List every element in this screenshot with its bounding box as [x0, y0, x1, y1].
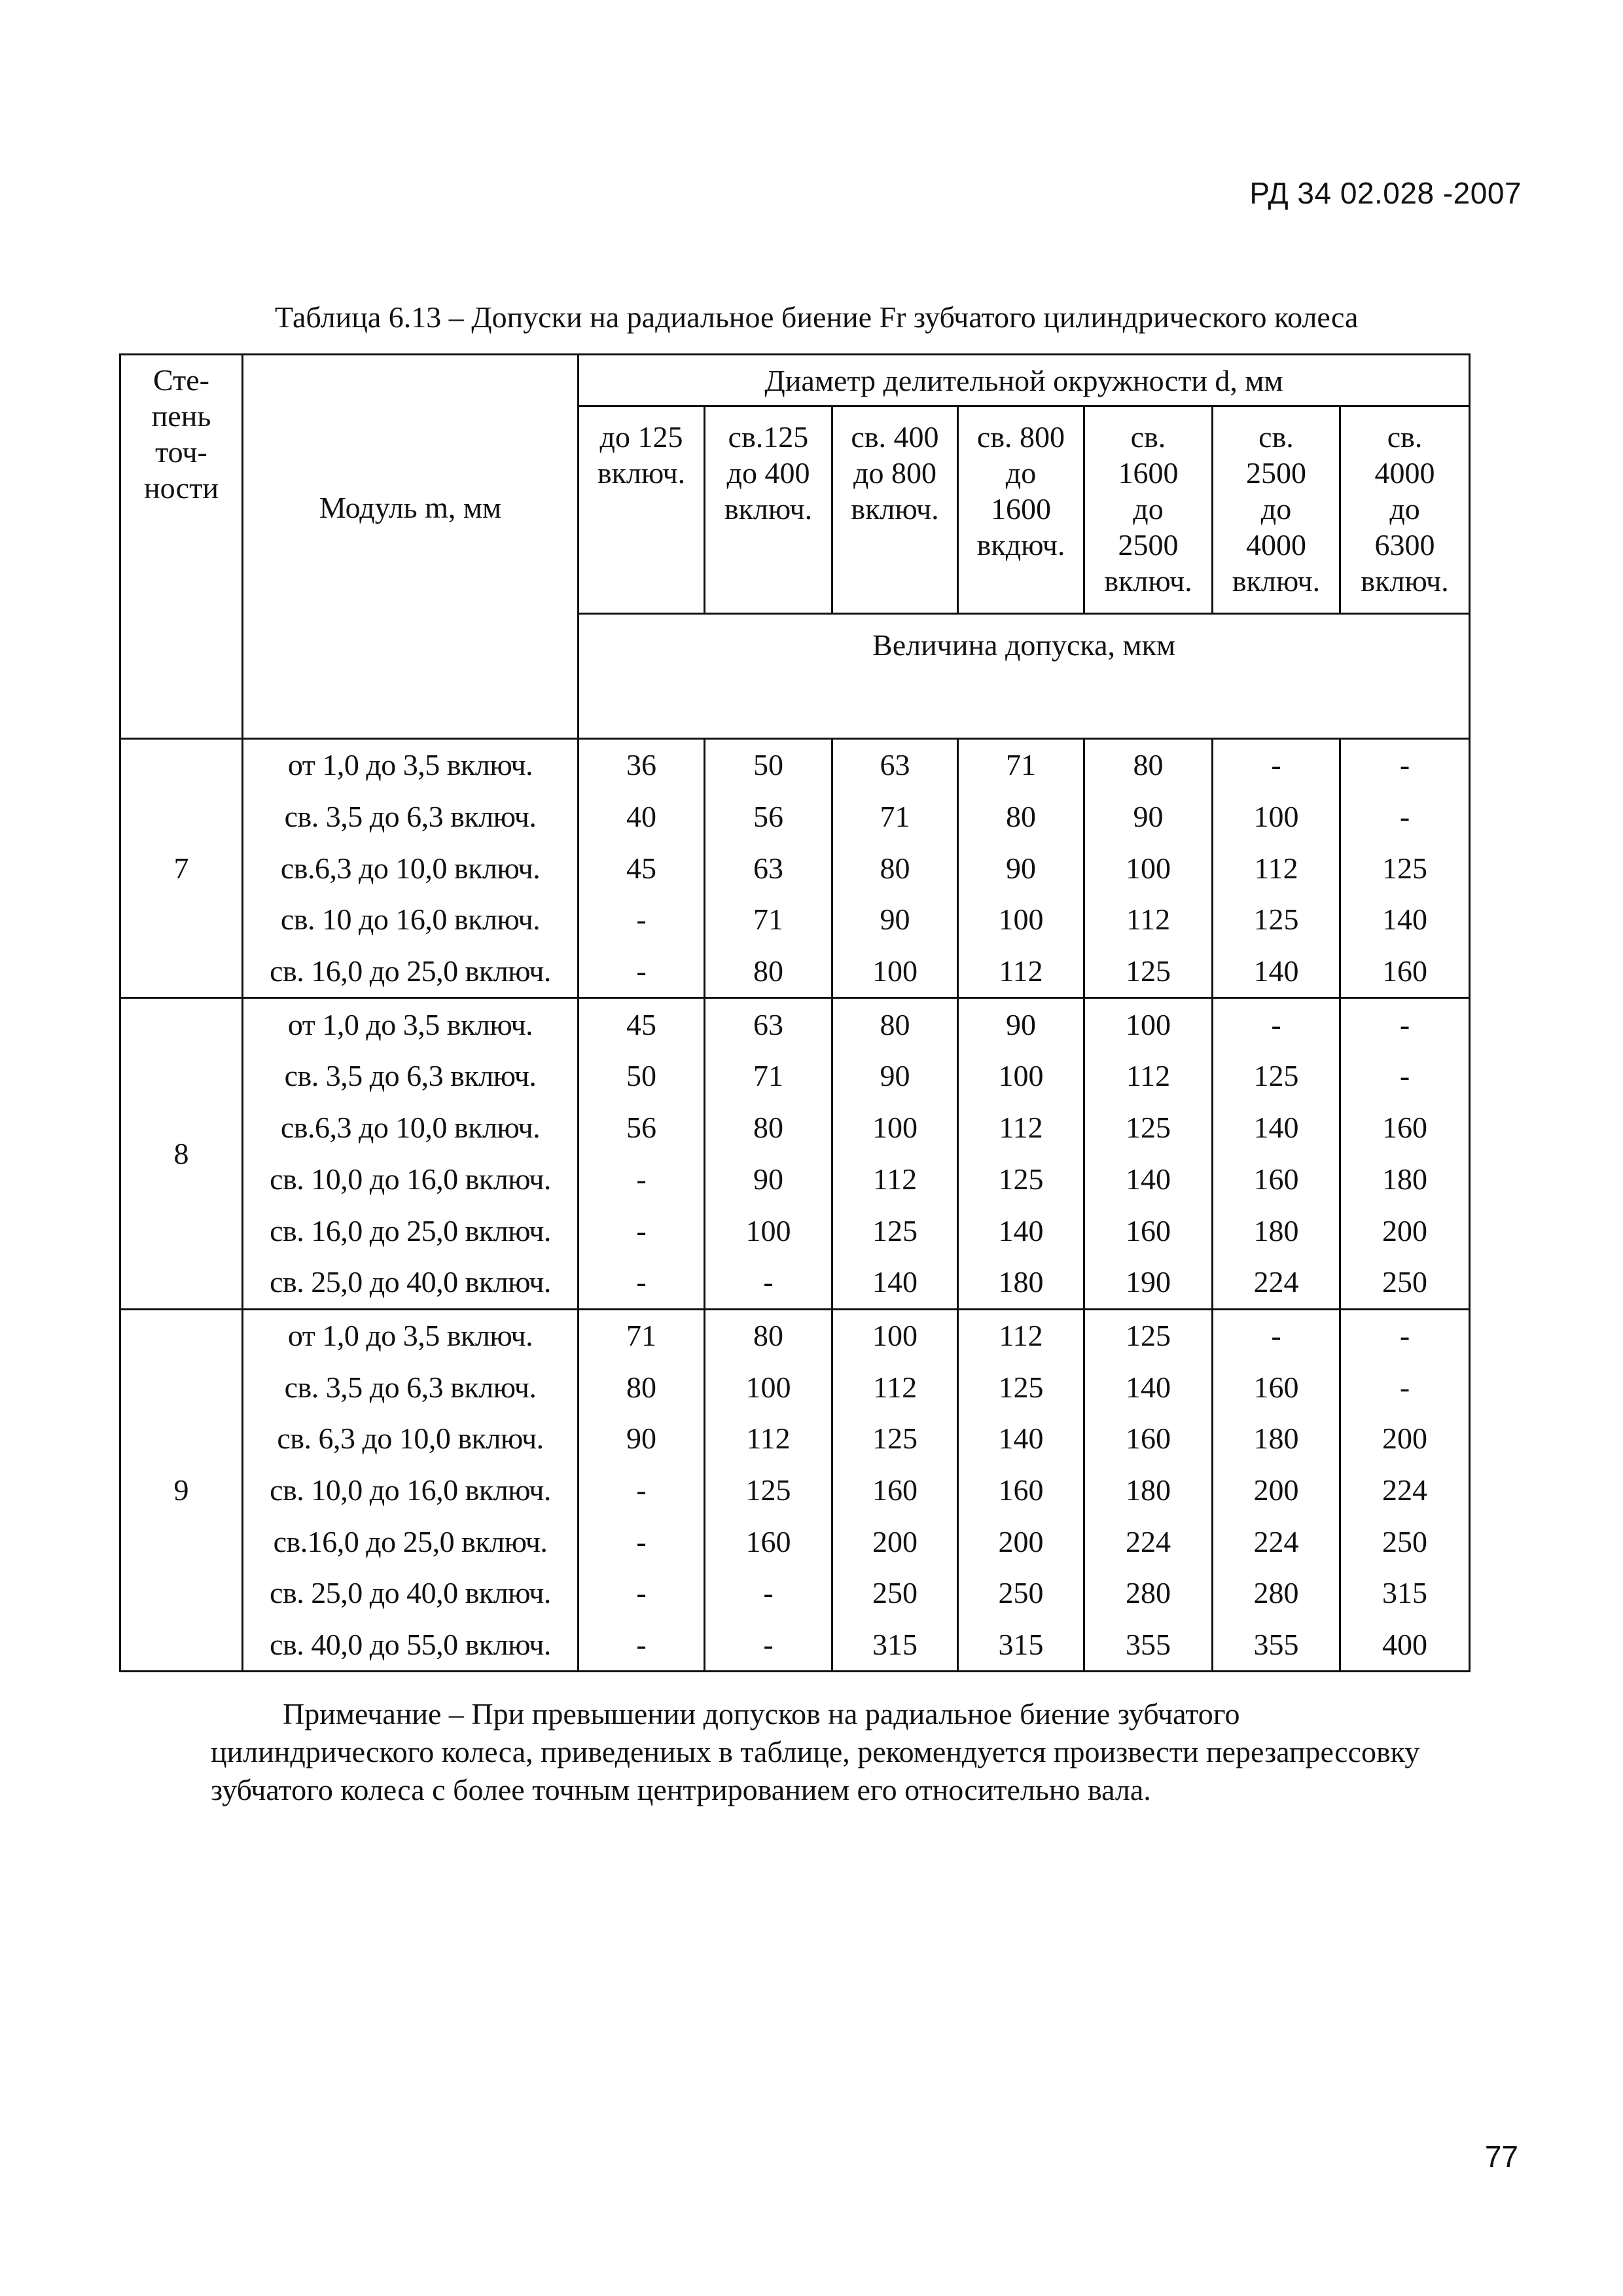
tolerance-value-cell: 71 [832, 791, 958, 843]
table-row [120, 1361, 1470, 1413]
tolerance-value-cell: - [579, 1465, 705, 1516]
header-line: 4000 [1246, 528, 1306, 562]
tolerance-value-cell: 180 [1084, 1465, 1213, 1516]
precision-grade-cell: 7 [120, 739, 243, 998]
table-caption: Таблица 6.13 – Допуски на радиальное биение Fr зубчатого цилиндрического колеса [275, 300, 1359, 334]
tolerance-value-cell: 112 [705, 1413, 832, 1465]
tolerance-value-cell: 400 [1340, 1619, 1470, 1672]
header-line: включ. [851, 492, 939, 526]
tolerance-value-cell: 45 [579, 842, 705, 894]
tolerance-value-cell: 90 [579, 1413, 705, 1465]
tolerance-value-cell: 160 [1340, 1102, 1470, 1154]
tolerance-value-cell: 80 [958, 791, 1084, 843]
tolerance-value-cell: 112 [958, 946, 1084, 998]
tolerance-value-cell: 160 [705, 1516, 832, 1568]
tolerance-value-cell: 80 [705, 1102, 832, 1154]
module-cell: св. 16,0 до 25,0 включ. [243, 1205, 579, 1257]
tolerance-value-cell: 200 [832, 1516, 958, 1568]
tolerance-value-cell: - [579, 1205, 705, 1257]
module-cell: св. 3,5 до 6,3 включ. [243, 791, 579, 843]
header-line: ности [144, 471, 219, 505]
tolerance-value-cell: 100 [705, 1361, 832, 1413]
tolerance-value-cell: 140 [1213, 946, 1340, 998]
tolerance-value-cell: 125 [958, 1154, 1084, 1206]
tolerance-table [119, 353, 1471, 1672]
tolerance-value-cell: - [1213, 739, 1340, 791]
tolerance-value-cell: 224 [1213, 1257, 1340, 1309]
tolerance-value-cell: 250 [1340, 1257, 1470, 1309]
module-cell: св. 6,3 до 10,0 включ. [243, 1413, 579, 1465]
tolerance-value-cell: 125 [958, 1361, 1084, 1413]
header-line: включ. [1232, 564, 1321, 598]
diameter-range-header [832, 406, 958, 614]
header-line: включ. [1361, 564, 1449, 598]
table-row [120, 1205, 1470, 1257]
table-row [120, 998, 1470, 1050]
tolerance-value-cell: 180 [1213, 1413, 1340, 1465]
header-line: до [1260, 492, 1292, 526]
tolerance-value-cell: - [579, 1516, 705, 1568]
module-cell: св. 25,0 до 40,0 включ. [243, 1257, 579, 1309]
tolerance-value-cell: 90 [705, 1154, 832, 1206]
precision-grade-cell: 8 [120, 998, 243, 1309]
header-line: св. [1130, 420, 1166, 454]
grade-header [120, 355, 243, 739]
tolerance-value-cell: 160 [1213, 1361, 1340, 1413]
diameter-range-header [1084, 406, 1213, 614]
module-cell: св. 25,0 до 40,0 включ. [243, 1568, 579, 1619]
module-cell: св. 3,5 до 6,3 включ. [243, 1050, 579, 1102]
note-line: цилиндрического колеса, приведениых в таблице, рекомендуется произвести перезапрессовку [211, 1735, 1420, 1768]
diameter-range-header [579, 406, 705, 614]
table-row [120, 739, 1470, 791]
tolerance-value-cell: 90 [958, 998, 1084, 1050]
tolerance-value-cell: - [1340, 739, 1470, 791]
header-line: св. [1258, 420, 1294, 454]
table-row [120, 842, 1470, 894]
module-cell: от 1,0 до 3,5 включ. [243, 1309, 579, 1361]
tolerance-value-cell: 224 [1084, 1516, 1213, 1568]
tolerance-value-cell: 224 [1213, 1516, 1340, 1568]
tolerance-value-cell: 90 [832, 894, 958, 946]
header-line: 6300 [1374, 528, 1435, 562]
diameter-header: Диаметр делительной окружности d, мм [579, 355, 1470, 406]
tolerance-value-cell: 112 [958, 1309, 1084, 1361]
tolerance-value-cell: 125 [1084, 1309, 1213, 1361]
table-row [120, 1050, 1470, 1102]
tolerance-value-cell: 80 [832, 842, 958, 894]
tolerance-value-cell: - [579, 894, 705, 946]
header-line: 2500 [1246, 456, 1306, 490]
header-line: 4000 [1374, 456, 1435, 490]
tolerance-value-cell: 90 [1084, 791, 1213, 843]
tolerance-value-cell: 90 [832, 1050, 958, 1102]
tolerance-value-cell: 100 [832, 1102, 958, 1154]
tolerance-value-cell: 125 [832, 1413, 958, 1465]
tolerance-value-cell: - [579, 946, 705, 998]
tolerance-value-cell: 112 [832, 1361, 958, 1413]
tolerance-value-cell: 355 [1084, 1619, 1213, 1672]
tolerance-value-cell: 112 [832, 1154, 958, 1206]
header-line: св.125 [728, 420, 809, 454]
header-line: включ. [597, 456, 686, 490]
table-row [120, 791, 1470, 843]
tolerance-value-cell: - [705, 1257, 832, 1309]
note-line: Примечание – При превышении допусков на радиальное биение зубчатого [283, 1697, 1240, 1731]
tolerance-value-cell: 180 [958, 1257, 1084, 1309]
table-row [120, 1102, 1470, 1154]
tolerance-value-cell: 250 [1340, 1516, 1470, 1568]
header-line: св. 400 [851, 420, 939, 454]
tolerance-value-cell: 100 [1213, 791, 1340, 843]
tolerance-value-cell: 200 [1340, 1413, 1470, 1465]
tolerance-value-cell: 200 [958, 1516, 1084, 1568]
tolerance-value-cell: 56 [579, 1102, 705, 1154]
tolerance-value-cell: 140 [958, 1205, 1084, 1257]
module-cell: св.6,3 до 10,0 включ. [243, 842, 579, 894]
header-line: точ- [155, 435, 207, 469]
tolerance-value-cell: 140 [1084, 1154, 1213, 1206]
module-cell: св.16,0 до 25,0 включ. [243, 1516, 579, 1568]
note [211, 1695, 1480, 1809]
tolerance-value-cell: 125 [705, 1465, 832, 1516]
module-cell: от 1,0 до 3,5 включ. [243, 739, 579, 791]
header-line: включ. [724, 492, 813, 526]
module-cell: св. 10,0 до 16,0 включ. [243, 1154, 579, 1206]
tolerance-value-cell: 140 [1084, 1361, 1213, 1413]
tolerance-value-cell: 125 [1213, 894, 1340, 946]
tolerance-value-cell: 100 [958, 1050, 1084, 1102]
tolerance-value-cell: 112 [1213, 842, 1340, 894]
module-cell: св. 3,5 до 6,3 включ. [243, 1361, 579, 1413]
tolerance-value-cell: 125 [1084, 946, 1213, 998]
tolerance-value-cell: - [579, 1257, 705, 1309]
header-line: до [1005, 456, 1037, 490]
table-row [120, 1257, 1470, 1309]
tolerance-value-cell: 80 [705, 1309, 832, 1361]
tolerance-value-cell: 63 [705, 998, 832, 1050]
document-code: РД 34 02.028 -2007 [1249, 176, 1522, 210]
tolerance-value-cell: 56 [705, 791, 832, 843]
tolerance-value-cell: 125 [1084, 1102, 1213, 1154]
tolerance-value-cell: - [579, 1619, 705, 1672]
module-cell: св. 16,0 до 25,0 включ. [243, 946, 579, 998]
tolerance-value-cell: 125 [1340, 842, 1470, 894]
tolerance-value-cell: 100 [958, 894, 1084, 946]
header-line: св. [1387, 420, 1423, 454]
diameter-range-header [1340, 406, 1470, 614]
tolerance-value-cell: 100 [832, 946, 958, 998]
tolerance-value-cell: 224 [1340, 1465, 1470, 1516]
tolerance-value-cell: 160 [1084, 1205, 1213, 1257]
tolerance-value-cell: 63 [832, 739, 958, 791]
tolerance-value-cell: 140 [1213, 1102, 1340, 1154]
header-line: 2500 [1118, 528, 1179, 562]
tolerance-value-cell: 180 [1213, 1205, 1340, 1257]
tolerance-value-cell: 140 [1340, 894, 1470, 946]
tolerance-value-cell: 112 [1084, 1050, 1213, 1102]
table-row [120, 946, 1470, 998]
tolerance-value-cell: - [1340, 998, 1470, 1050]
tolerance-value-cell: 50 [579, 1050, 705, 1102]
tolerance-value-cell: 250 [958, 1568, 1084, 1619]
tolerance-value-cell: 315 [958, 1619, 1084, 1672]
header-line: до [1133, 492, 1164, 526]
header-line: до [1389, 492, 1420, 526]
module-cell: от 1,0 до 3,5 включ. [243, 998, 579, 1050]
tolerance-value-cell: 160 [832, 1465, 958, 1516]
tolerance-value-cell: 71 [579, 1309, 705, 1361]
tolerance-value-cell: 112 [1084, 894, 1213, 946]
tolerance-value-cell: 71 [705, 1050, 832, 1102]
tolerance-value-cell: 315 [1340, 1568, 1470, 1619]
header-line: вкдюч. [976, 528, 1065, 562]
module-header: Модуль m, мм [243, 355, 579, 739]
tolerance-value-cell: - [579, 1154, 705, 1206]
tolerance-value-cell: 200 [1340, 1205, 1470, 1257]
tolerance-value-cell: 90 [958, 842, 1084, 894]
header-line: Сте- [153, 363, 209, 397]
tolerance-value-cell: 63 [705, 842, 832, 894]
tolerance-value-cell: 36 [579, 739, 705, 791]
header-line: 1600 [991, 492, 1051, 526]
header-line: 1600 [1118, 456, 1179, 490]
diameter-range-header [705, 406, 832, 614]
diameter-range-header [958, 406, 1084, 614]
note-line: зубчатого колеса с более точным центрированием его относительно вала. [211, 1773, 1151, 1806]
tolerance-value-cell: 190 [1084, 1257, 1213, 1309]
table-row [120, 1465, 1470, 1516]
tolerance-value-cell: 315 [832, 1619, 958, 1672]
header-line: до 125 [599, 420, 683, 454]
table-row [120, 894, 1470, 946]
tolerance-value-cell: 100 [1084, 842, 1213, 894]
module-cell: св. 40,0 до 55,0 включ. [243, 1619, 579, 1672]
tolerance-value-cell: 112 [958, 1102, 1084, 1154]
tolerance-value-cell: 40 [579, 791, 705, 843]
header-line: включ. [1104, 564, 1192, 598]
diameter-range-header [1213, 406, 1340, 614]
module-cell: св. 10,0 до 16,0 включ. [243, 1465, 579, 1516]
tolerance-value-cell: - [1340, 1361, 1470, 1413]
table-row [120, 1154, 1470, 1206]
tolerance-value-cell: - [705, 1568, 832, 1619]
tolerance-value-cell: 125 [832, 1205, 958, 1257]
tolerance-value-cell: 100 [832, 1309, 958, 1361]
module-cell: св. 10 до 16,0 включ. [243, 894, 579, 946]
tolerance-value-cell: - [705, 1619, 832, 1672]
header-line: св. 800 [976, 420, 1065, 454]
table-row [120, 1309, 1470, 1361]
module-cell: св.6,3 до 10,0 включ. [243, 1102, 579, 1154]
tolerance-value-cell: 125 [1213, 1050, 1340, 1102]
tolerance-value-cell: 71 [958, 739, 1084, 791]
table-row [120, 1413, 1470, 1465]
tolerance-value-cell: 80 [832, 998, 958, 1050]
tolerance-value-cell: - [1213, 1309, 1340, 1361]
tolerance-value-cell: - [579, 1568, 705, 1619]
tolerance-value-cell: 140 [958, 1413, 1084, 1465]
table-row [120, 1568, 1470, 1619]
tolerance-value-cell: - [1340, 1050, 1470, 1102]
tolerance-value-cell: 160 [958, 1465, 1084, 1516]
tolerance-value-cell: 50 [705, 739, 832, 791]
header-line: пень [151, 399, 211, 433]
header-line: до 800 [853, 456, 936, 490]
tolerance-value-cell: 140 [832, 1257, 958, 1309]
tolerance-value-cell: 160 [1340, 946, 1470, 998]
table-header [120, 355, 1470, 739]
tolerance-value-cell: 100 [1084, 998, 1213, 1050]
tolerance-value-cell: 355 [1213, 1619, 1340, 1672]
unit-header: Величина допуска, мкм [579, 614, 1470, 739]
tolerance-value-cell: 200 [1213, 1465, 1340, 1516]
table-body [120, 739, 1470, 1672]
tolerance-value-cell: 160 [1213, 1154, 1340, 1206]
tolerance-value-cell: 100 [705, 1205, 832, 1257]
tolerance-value-cell: 160 [1084, 1413, 1213, 1465]
tolerance-value-cell: - [1213, 998, 1340, 1050]
page-number: 77 [1484, 2140, 1518, 2174]
tolerance-value-cell: 250 [832, 1568, 958, 1619]
tolerance-value-cell: - [1340, 1309, 1470, 1361]
tolerance-value-cell: 80 [1084, 739, 1213, 791]
table-row [120, 1516, 1470, 1568]
tolerance-value-cell: 45 [579, 998, 705, 1050]
tolerance-value-cell: 71 [705, 894, 832, 946]
tolerance-value-cell: 180 [1340, 1154, 1470, 1206]
tolerance-value-cell: - [1340, 791, 1470, 843]
tolerance-value-cell: 280 [1084, 1568, 1213, 1619]
table-row [120, 1619, 1470, 1672]
tolerance-value-cell: 80 [579, 1361, 705, 1413]
precision-grade-cell: 9 [120, 1309, 243, 1672]
tolerance-value-cell: 80 [705, 946, 832, 998]
header-line: до 400 [726, 456, 810, 490]
tolerance-value-cell: 280 [1213, 1568, 1340, 1619]
